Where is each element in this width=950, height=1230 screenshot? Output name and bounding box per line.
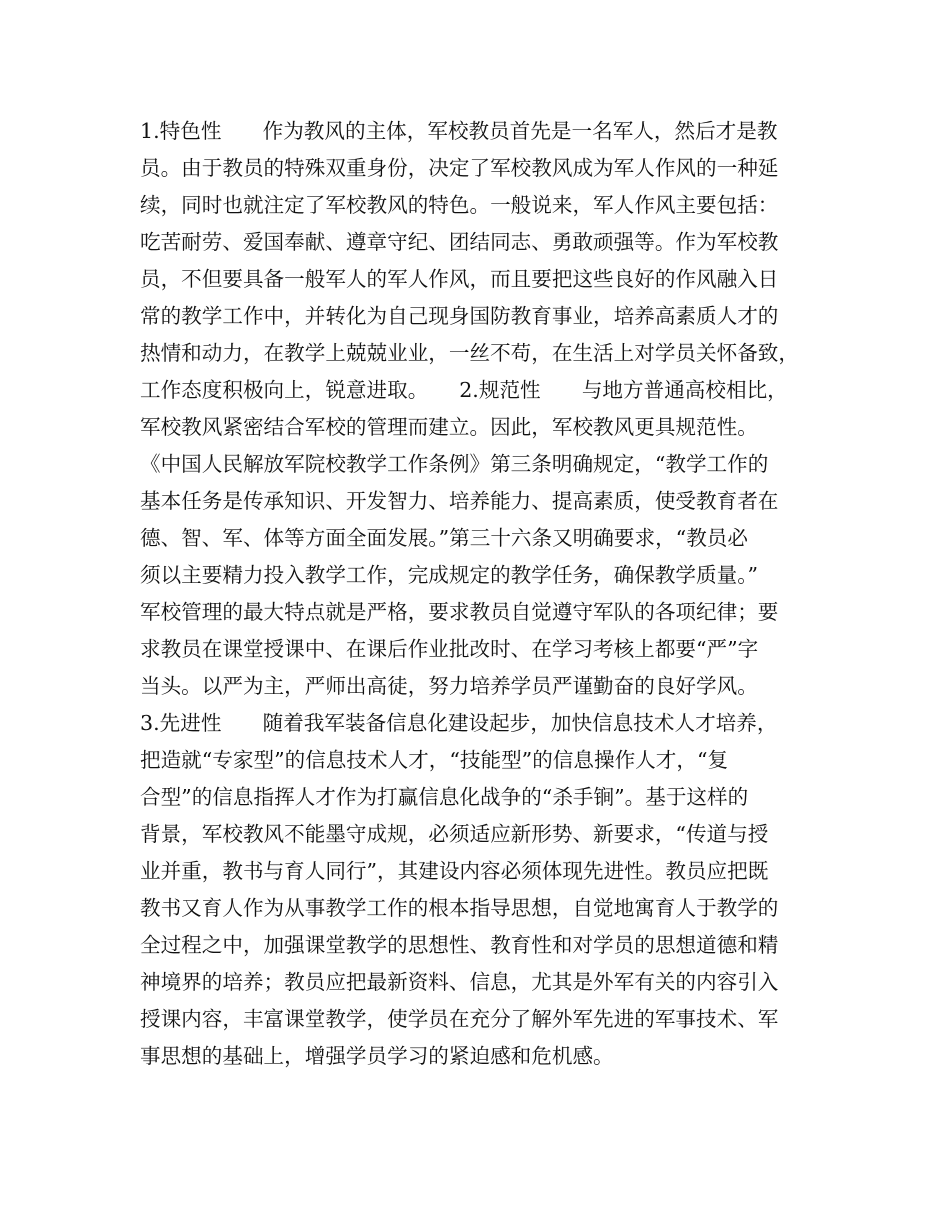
text-line: 合型”的信息指挥人才作为打赢信息化战争的“杀手锏”。基于这样的 <box>140 785 749 809</box>
text-line: 基本任务是传承知识、开发智力、培养能力、提高素质，使受教育者在 <box>140 489 779 513</box>
text-line: 须以主要精力投入教学工作，完成规定的教学任务，确保教学质量。” <box>140 563 759 587</box>
text-line: 军校教风紧密结合军校的管理而建立。因此，军校教风更具规范性。 <box>140 415 758 439</box>
text-line: 1.特色性 作为教风的主体，军校教员首先是一名军人，然后才是教 <box>140 119 778 143</box>
text-line: 教书又育人作为从事教学工作的根本指导思想，自觉地寓育人于教学的 <box>140 896 779 920</box>
text-line: 《中国人民解放军院校教学工作条例》第三条明确规定，“教学工作的 <box>140 452 769 476</box>
text-line: 热情和动力，在教学上兢兢业业，一丝不苟，在生活上对学员关怀备致， <box>140 341 799 365</box>
text-line: 神境界的培养；教员应把最新资料、信息，尤其是外军有关的内容引入 <box>140 970 779 994</box>
text-line: 业并重，教书与育人同行”，其建设内容必须体现先进性。教员应把既 <box>140 859 769 883</box>
text-line: 续，同时也就注定了军校教风的特色。一般说来，军人作风主要包括： <box>140 193 779 217</box>
text-line: 德、智、军、体等方面全面发展。”第三十六条又明确要求，“教员必 <box>140 526 748 550</box>
text-line: 常的教学工作中，并转化为自己现身国防教育事业，培养高素质人才的 <box>140 304 779 328</box>
text-line: 求教员在课堂授课中、在课后作业批改时、在学习考核上都要“严”字 <box>140 637 759 661</box>
text-line: 事思想的基础上，增强学员学习的紧迫感和危机感。 <box>140 1044 614 1068</box>
text-line: 军校管理的最大特点就是严格，要求教员自觉遵守军队的各项纪律；要 <box>140 600 779 624</box>
text-line: 全过程之中，加强课堂教学的思想性、教育性和对学员的思想道德和精 <box>140 933 779 957</box>
text-line: 员，不但要具备一般军人的军人作风，而且要把这些良好的作风融入日 <box>140 267 779 291</box>
text-line: 3.先进性 随着我军装备信息化建设起步，加快信息技术人才培养， <box>140 711 778 735</box>
text-line: 当头。以严为主，严师出高徒，努力培养学员严谨勤奋的良好学风。 <box>140 674 758 698</box>
text-line: 背景，军校教风不能墨守成规，必须适应新形势、新要求，“传道与授 <box>140 822 769 846</box>
text-line: 授课内容，丰富课堂教学，使学员在充分了解外军先进的军事技术、军 <box>140 1007 779 1031</box>
body-text <box>140 113 830 1075</box>
text-line: 把造就“专家型”的信息技术人才，“技能型”的信息操作人才，“复 <box>140 748 729 772</box>
text-line: 工作态度积极向上，锐意进取。 2.规范性 与地方普通高校相比， <box>140 378 788 402</box>
text-line: 员。由于教员的特殊双重身份，决定了军校教风成为军人作风的一种延 <box>140 156 779 180</box>
text-line: 吃苦耐劳、爱国奉献、遵章守纪、团结同志、勇敢顽强等。作为军校教 <box>140 230 779 254</box>
